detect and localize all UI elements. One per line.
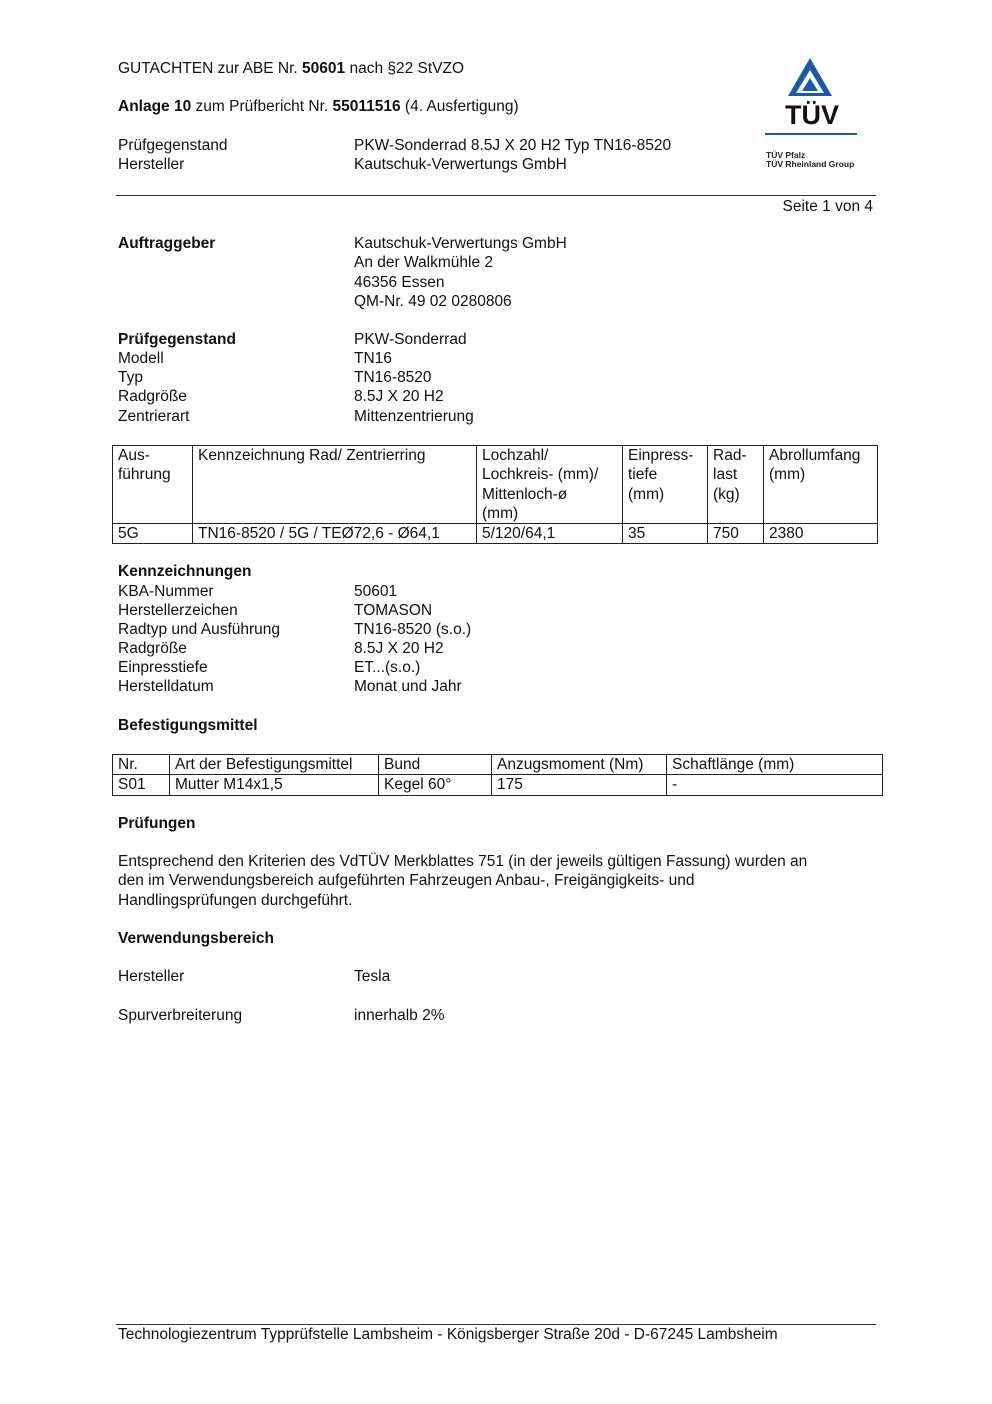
table-header-row	[113, 755, 883, 775]
usage-track-row: Spurverbreiterung innerhalb 2%	[118, 1007, 445, 1024]
test-object-row: Zentrierart Mittenzentrierung	[118, 408, 474, 425]
fasteners-heading-row: Befestigungsmittel	[118, 717, 258, 734]
tuv-subtitle-1: TÜV Pfalz	[766, 150, 806, 160]
table-row	[113, 524, 878, 544]
table-header-cell: Schaftlänge (mm)	[667, 755, 883, 775]
table-header-cell: Anzugsmoment (Nm)	[492, 755, 667, 775]
markings-row: KBA-Nummer 50601	[118, 583, 398, 600]
table-cell: -	[667, 775, 883, 795]
header-line-1: GUTACHTEN zur ABE Nr. 50601 nach §22 StVZO	[118, 60, 465, 77]
tests-paragraph: Entsprechend den Kriterien des VdTÜV Merkblattes 751 (in der jeweils gültigen Fassung) wurden an den im Verwendungsbereich aufgeführten Fahrzeugen Anbau-, Freigängigkeits- und Handlingsprüfungen durchgeführt.	[118, 853, 808, 909]
tuv-wordmark: TÜV	[785, 100, 839, 130]
table-header-row	[113, 446, 878, 524]
table-cell: 175	[492, 775, 667, 795]
table-header-cell: Einpress- tiefe (mm)	[623, 446, 708, 524]
table-cell: S01	[113, 775, 170, 795]
markings-row: Einpresstiefe ET...(s.o.)	[118, 659, 421, 676]
table-cell: TN16-8520 / 5G / TEØ72,6 - Ø64,1	[193, 524, 477, 544]
table-cell: 5G	[113, 524, 193, 544]
table-cell: 5/120/64,1	[477, 524, 623, 544]
tests-heading-row: Prüfungen	[118, 815, 196, 832]
table-cell: 750	[708, 524, 764, 544]
markings-row: Radtyp und Ausführung TN16-8520 (s.o.)	[118, 621, 472, 638]
table-header-cell: Abrollumfang (mm)	[764, 446, 878, 524]
test-object-row: Typ TN16-8520	[118, 369, 432, 386]
tuv-subtitle-2: TÜV Rheinland Group	[766, 159, 855, 169]
test-object-row: Modell TN16	[118, 350, 392, 367]
header-line-2: Anlage 10 zum Prüfbericht Nr. 55011516 (4. Ausfertigung)	[118, 98, 519, 115]
table-header-cell: Aus- führung	[113, 446, 193, 524]
markings-row: Radgröße 8.5J X 20 H2	[118, 640, 444, 657]
footer-text: Technologiezentrum Typprüfstelle Lambsheim - Königsberger Straße 20d - D-67245 Lambsheim	[118, 1326, 778, 1343]
fasteners-table	[112, 754, 883, 796]
table-header-cell: Nr.	[113, 755, 170, 775]
markings-row: Herstelldatum Monat und Jahr	[118, 678, 462, 695]
client-row: Auftraggeber	[118, 235, 216, 252]
table-header-cell: Lochzahl/ Lochkreis- (mm)/ Mittenloch-ø (mm)	[477, 446, 623, 524]
table-header-cell: Bund	[379, 755, 492, 775]
table-row	[113, 775, 883, 795]
table-header-cell: Art der Befestigungsmittel	[170, 755, 379, 775]
markings-heading-row: Kennzeichnungen	[118, 563, 252, 580]
header-divider	[116, 195, 876, 196]
test-object-heading-row: Prüfgegenstand PKW-Sonderrad	[118, 331, 467, 348]
table-cell: 35	[623, 524, 708, 544]
header-manufacturer-row: Hersteller Kautschuk-Verwertungs GmbH	[118, 156, 567, 173]
table-cell: 2380	[764, 524, 878, 544]
table-header-cell: Rad- last (kg)	[708, 446, 764, 524]
markings-row: Herstellerzeichen TOMASON	[118, 602, 433, 619]
test-object-row: Radgröße 8.5J X 20 H2	[118, 388, 444, 405]
usage-manufacturer-row: Hersteller Tesla	[118, 968, 391, 985]
client-address: Kautschuk-Verwertungs GmbH An der Walkmühle 2 46356 Essen QM-Nr. 49 02 0280806	[354, 235, 567, 310]
tuv-logo	[762, 56, 862, 176]
wheel-table	[112, 445, 878, 544]
table-cell: Mutter M14x1,5	[170, 775, 379, 795]
table-header-cell: Kennzeichnung Rad/ Zentrierring	[193, 446, 477, 524]
table-cell: Kegel 60°	[379, 775, 492, 795]
usage-heading-row: Verwendungsbereich	[118, 930, 274, 947]
header-subject-row: Prüfgegenstand PKW-Sonderrad 8.5J X 20 H2 Typ TN16-8520	[118, 137, 672, 154]
page-info: Seite 1 von 4	[782, 198, 873, 215]
